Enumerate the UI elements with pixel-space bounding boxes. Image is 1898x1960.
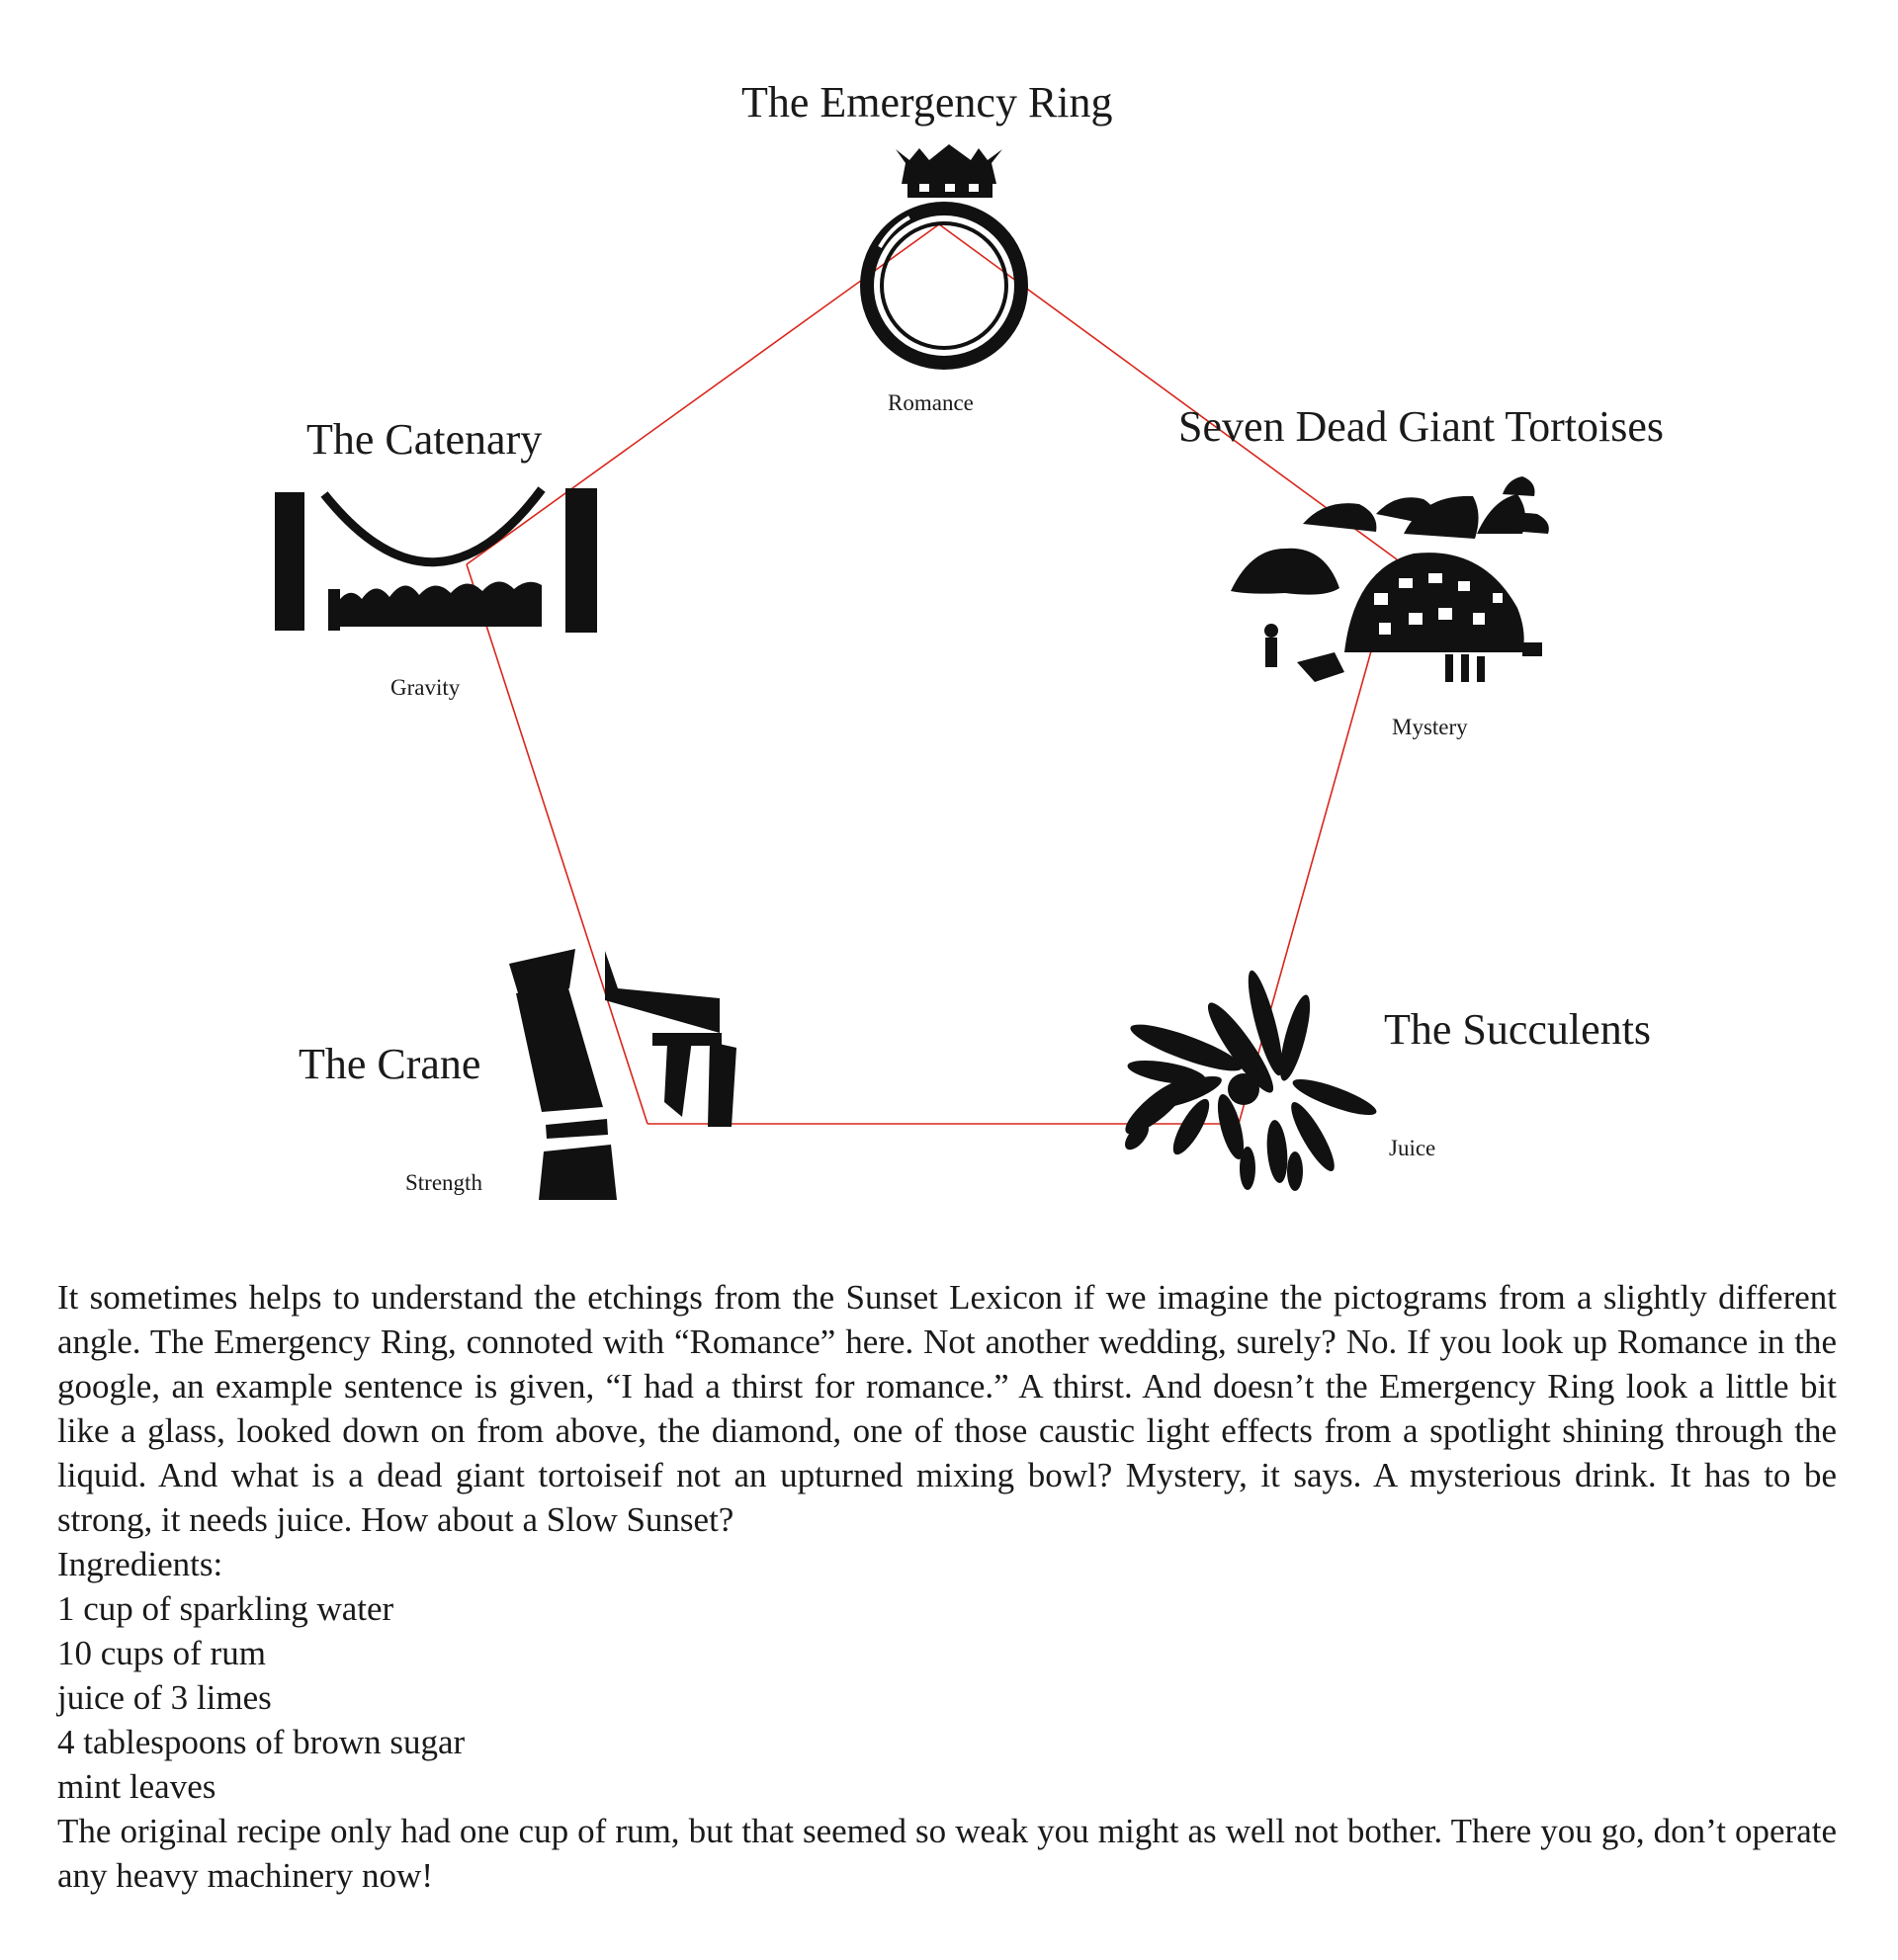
node-subtitle-catenary: Gravity — [390, 675, 461, 700]
crane-icon — [509, 949, 736, 1200]
body-text — [57, 1275, 1837, 1898]
node-title-catenary: The Catenary — [306, 415, 543, 464]
ingredient-item: 4 tablespoons of brown sugar — [57, 1723, 466, 1761]
ingredient-item: 1 cup of sparkling water — [57, 1589, 394, 1628]
node-subtitle-emergency-ring: Romance — [888, 390, 974, 415]
node-subtitle-seven-dead-giant-tortoises: Mystery — [1392, 715, 1468, 739]
ingredient-item: juice of 3 limes — [57, 1678, 272, 1717]
node-title-seven-dead-giant-tortoises: Seven Dead Giant Tortoises — [1178, 402, 1665, 451]
ingredients-heading: Ingredients: — [57, 1545, 223, 1583]
ring-crown-icon — [867, 144, 1021, 363]
ingredient-item: 10 cups of rum — [57, 1634, 266, 1672]
node-title-succulents: The Succulents — [1384, 1005, 1652, 1054]
node-subtitle-crane: Strength — [405, 1170, 482, 1195]
node-subtitle-succulents: Juice — [1389, 1136, 1436, 1160]
node-title-crane: The Crane — [299, 1040, 481, 1088]
closing-paragraph: The original recipe only had one cup of rum, but that seemed so weak you might as well not bother. There you go, don’t operate any heavy machinery now! — [57, 1812, 1837, 1895]
tortoise-shells-icon — [1231, 476, 1549, 682]
ingredient-item: mint leaves — [57, 1767, 216, 1806]
intro-paragraph: It sometimes helps to understand the etchings from the Sunset Lexicon if we imagine the pictograms from a slightly different angle. The Emergency Ring, connoted with “Romance” here. Not another wedding, surely? No. If you look up Romance in the google, an example sentence is given, “I had a thirst for romance.” A thirst. And doesn’t the Emergency Ring look a little bit like a glass, looked down on from above, the diamond, one of those caustic light effects from a spotlight shining through the liquid. And what is a dead giant tortoiseif not an upturned mixing bowl? Mystery, it says. A mysterious drink. It has to be strong, it needs juice. How about a Slow Sunset? — [57, 1278, 1837, 1539]
node-title-emergency-ring: The Emergency Ring — [741, 78, 1113, 127]
succulent-burst-icon — [1119, 968, 1380, 1191]
catenary-bridge-icon — [275, 488, 597, 633]
